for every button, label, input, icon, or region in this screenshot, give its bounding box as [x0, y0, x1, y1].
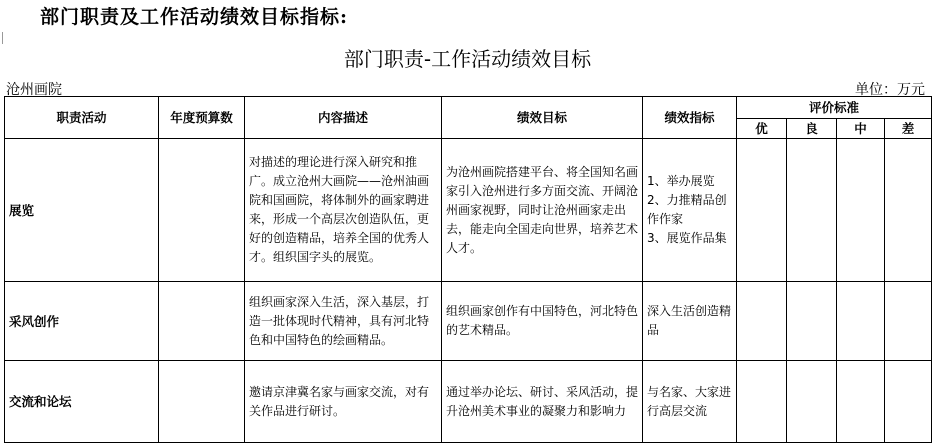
poor-cell	[885, 139, 932, 282]
target-cell: 组织画家创作有中国特色，河北特色的艺术精品。	[442, 282, 643, 361]
description-cell: 组织画家深入生活，深入基层，打造一批体现时代精神，具有河北特色和中国特色的绘画精品。	[245, 282, 442, 361]
performance-table	[4, 96, 932, 443]
header-target: 绩效目标	[442, 97, 643, 139]
target-cell: 为沧州画院搭建平台、将全国知名画家引入沧州进行多方面交流、开阔沧州画家视野，同时让沧州画家走出去，能走向全国走向世界，培养艺术人才。	[442, 139, 643, 282]
unit-name: 沧州画院	[6, 82, 62, 98]
header-indicator: 绩效指标	[643, 97, 737, 139]
header-budget: 年度预算数	[159, 97, 245, 139]
budget-cell	[159, 139, 245, 282]
good-cell	[787, 361, 837, 443]
budget-cell	[159, 282, 245, 361]
fair-cell	[837, 139, 885, 282]
excellent-cell	[737, 361, 787, 443]
budget-cell	[159, 361, 245, 443]
excellent-cell	[737, 139, 787, 282]
header-description: 内容描述	[245, 97, 442, 139]
section-heading: 部门职责及工作活动绩效目标指标:	[40, 6, 349, 28]
header-poor: 差	[885, 119, 932, 139]
poor-cell	[885, 282, 932, 361]
good-cell	[787, 139, 837, 282]
page-title: 部门职责-工作活动绩效目标	[343, 47, 592, 71]
header-activity: 职责活动	[5, 97, 159, 139]
table-row	[5, 361, 932, 443]
activity-cell: 交流和论坛	[5, 361, 159, 443]
activity-cell: 采风创作	[5, 282, 159, 361]
fair-cell	[837, 282, 885, 361]
indicator-cell: 深入生活创造精品	[643, 282, 737, 361]
indicator-cell: 1、举办展览 2、力推精品创作作家 3、展览作品集	[643, 139, 737, 282]
target-cell: 通过举办论坛、研讨、采风活动，提升沧州美术事业的凝聚力和影响力	[442, 361, 643, 443]
table-row	[5, 139, 932, 282]
activity-cell: 展览	[5, 139, 159, 282]
indicator-cell: 与名家、大家进行高层交流	[643, 361, 737, 443]
header-criteria: 评价标准	[737, 97, 932, 119]
header-excellent: 优	[737, 119, 787, 139]
poor-cell	[885, 361, 932, 443]
currency-unit: 单位：万元	[855, 82, 925, 98]
excellent-cell	[737, 282, 787, 361]
good-cell	[787, 282, 837, 361]
table-row	[5, 282, 932, 361]
description-cell: 邀请京津冀名家与画家交流，对有关作品进行研讨。	[245, 361, 442, 443]
header-good: 良	[787, 119, 837, 139]
description-cell: 对描述的理论进行深入研究和推广。成立沧州大画院——沧州油画院和国画院，将体制外的画家聘进来，形成一个高层次创造队伍，更好的创造精品，培养全国的优秀人才。组织国字头的展览。	[245, 139, 442, 282]
header-fair: 中	[837, 119, 885, 139]
fair-cell	[837, 361, 885, 443]
